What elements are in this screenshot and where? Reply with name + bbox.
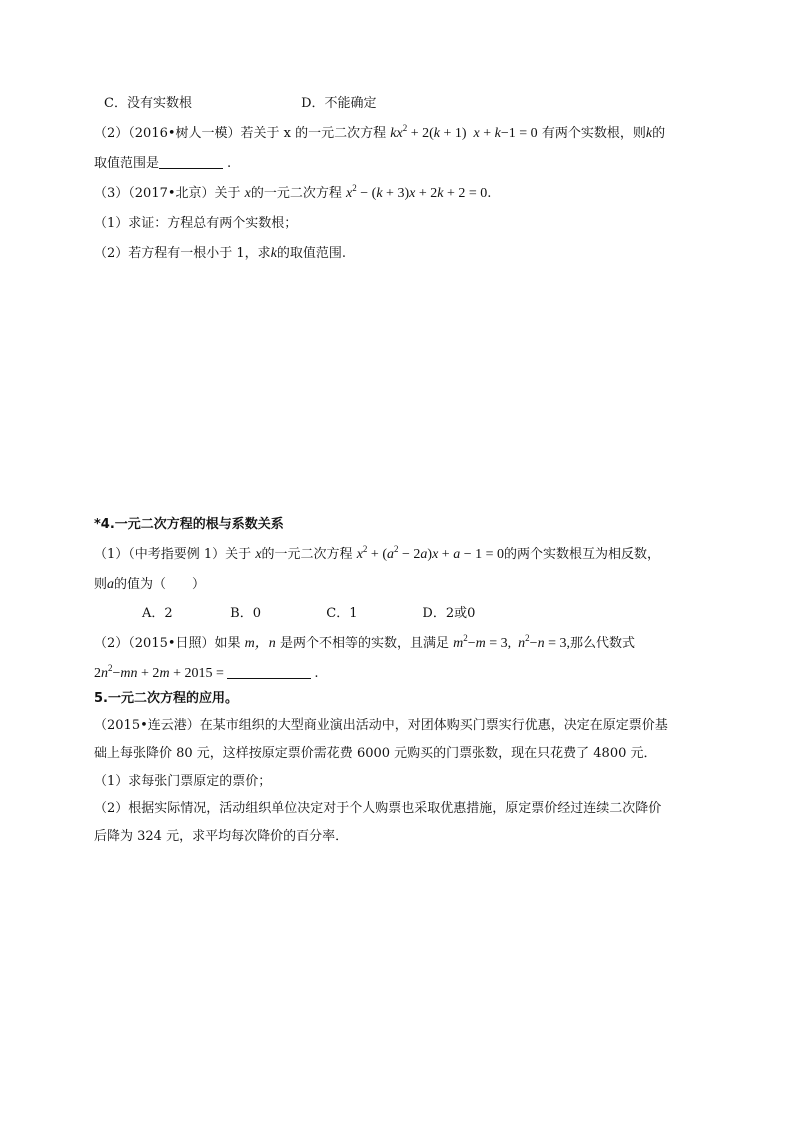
section-4-q1-line-2 [94, 575, 205, 595]
option-c: C．1 [326, 606, 358, 621]
sub-question-1: （1）求证：方程总有两个实数根； [94, 216, 298, 231]
section-5-sub-question-2-line-2: 后降为 324 元，求平均每次降价的百分率． [94, 829, 349, 844]
question-text: 取值范围是 [94, 156, 160, 171]
option-b: B．0 [230, 606, 261, 621]
variable-a: a [107, 577, 115, 592]
section-4-options [142, 604, 475, 624]
question-text: （2）若方程有一根小于 1，求 [94, 246, 271, 261]
section-5-sub-question-2-line-1: （2）根据实际情况，活动组织单位决定对于个人购票也采取优惠措施，原定票价经过连续二次降价 [94, 801, 662, 816]
question-text: 的一元二次方程 [261, 547, 353, 562]
question-text: 的取值范围. [276, 246, 347, 261]
question-text: 的一元二次方程 [250, 186, 342, 201]
section-5-paragraph-line-1: （2015•连云港）在某市组织的大型商业演出活动中，对团体购买门票实行优惠，决定在原定票价基 [94, 718, 668, 733]
equation: $m^2-m = 3$, $n^2-n = 3$, [453, 633, 570, 651]
period: . [227, 156, 232, 171]
option-c: C．没有实数根 [104, 96, 192, 111]
variables-m-n: m，n [244, 636, 276, 651]
period: . [487, 186, 492, 201]
option-a: A．2 [142, 606, 173, 621]
option-d: D．不能确定 [301, 96, 377, 111]
question-text: 则 [94, 577, 108, 592]
answer-blank [227, 664, 311, 679]
equation: $x^2 - (k + 3)x + 2k + 2 = 0$ [346, 183, 488, 201]
section-5-heading: 5.一元二次方程的应用。 [94, 691, 238, 706]
period: . [314, 666, 319, 681]
question-text: 是两个不相等的实数，且满足 [279, 636, 449, 651]
option-d: D．2或0 [422, 606, 476, 621]
question-text: （3）（2017•北京）关于 [94, 186, 241, 201]
equation: $kx^2 + 2(k + 1) x + k-1 = 0$ [390, 123, 538, 141]
question-text: 有两个实数根，则 [541, 126, 646, 141]
question-text: （1）（中考指要例 1）关于 [94, 547, 252, 562]
question-3-line [94, 184, 491, 204]
section-5-sub-question-1: （1）求每张门票原定的票价； [94, 774, 272, 789]
section-4-heading: *4.一元二次方程的根与系数关系 [94, 517, 284, 532]
variable-k: k [645, 126, 653, 141]
question-text: 那么代数式 [569, 636, 635, 651]
variable-k: k [270, 246, 277, 261]
section-4-q2-line-1 [94, 634, 635, 654]
question-text: 的两个实数根互为相反数， [503, 547, 660, 562]
option-row-1 [104, 94, 377, 114]
section-4-q1-line-1 [94, 545, 660, 565]
equation: $x^2 + (a^2 - 2a)x + a - 1 = 0$ [356, 544, 504, 562]
question-text: （2）（2016•树人一模）若关于 x 的一元二次方程 [94, 126, 387, 141]
question-text: 的值为（ ） [114, 577, 206, 592]
question-text: 的 [652, 126, 666, 141]
answer-blank [159, 154, 223, 169]
sub-question-2 [94, 244, 346, 264]
section-5-paragraph-line-2: 础上每张降价 80 元，这样按原定票价需花费 6000 元购买的门票张数，现在只花费了 4800 元． [94, 746, 657, 761]
question-2-line-2 [94, 154, 231, 174]
section-4-q2-line-2 [94, 664, 319, 684]
question-2-line-1 [94, 124, 665, 144]
expression: $2n^2-mn + 2m + 2015$ = [94, 663, 228, 681]
variable-x: x [255, 547, 262, 562]
variable-x: x [244, 186, 251, 201]
question-text: （2）（2015•日照）如果 [94, 636, 241, 651]
